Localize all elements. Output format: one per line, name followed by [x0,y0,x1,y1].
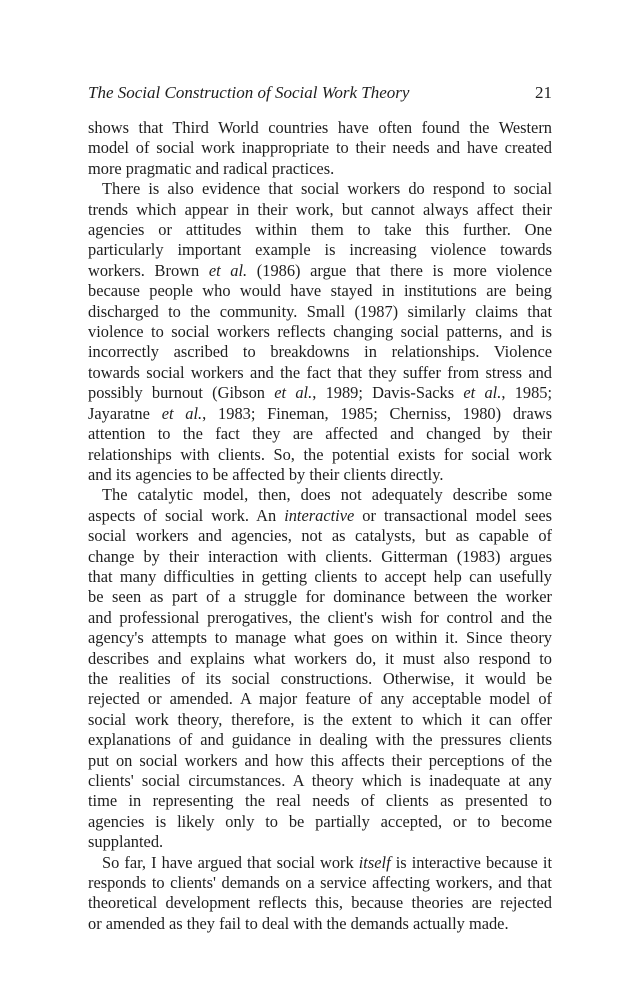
text-run: aspects of social work. An [88,505,285,525]
text-line [88,424,552,444]
italic-text: et al. [208,260,248,280]
text-line [88,853,552,873]
text-run: put on social workers and how this affects their perceptions of the [88,750,552,770]
paragraph [88,179,552,485]
text-run: agencies is likely only to be partially accepted, or to become [88,811,552,831]
text-run: , 1989; Davis-Sacks [312,383,464,403]
text-run: incorrectly ascribed to breakdowns in relationships. Violence [88,342,552,362]
text-run: and its agencies to be affected by their clients directly. [88,464,444,484]
text-line [88,873,552,893]
text-line [88,526,552,546]
text-run: towards social workers and the fact that they suffer from stress and [88,362,552,382]
body-text [88,118,552,934]
paragraph [88,485,552,852]
text-line [88,240,552,260]
text-run: particularly important example is increasing violence towards [88,240,552,260]
text-line [88,465,552,485]
text-run: There is also evidence that social workers do respond to social [102,179,552,199]
text-line [88,322,552,342]
text-line [88,832,552,852]
text-run: , 1983; Fineman, 1985; Cherniss, 1980) draws [202,403,552,423]
text-line [88,342,552,362]
text-line [88,649,552,669]
text-line [88,118,552,138]
text-line [88,302,552,322]
text-line [88,383,552,403]
text-line [88,138,552,158]
text-line [88,200,552,220]
italic-text: et al. [161,403,203,423]
text-line [88,587,552,607]
italic-text: et al. [463,383,502,403]
text-run: more pragmatic and radical practices. [88,158,335,178]
text-line [88,730,552,750]
book-page [88,82,552,934]
text-run: agency's attempts to manage what goes on within it. Since theory [88,628,552,648]
text-run: (1986) argue that there is more violence [247,260,552,280]
text-line [88,281,552,301]
text-run: supplanted. [88,832,164,852]
text-run: Jayaratne [88,403,162,423]
text-line [88,628,552,648]
text-run: possibly burnout (Gibson [88,383,275,403]
text-line [88,751,552,771]
text-run: social workers and agencies, not as catalysts, but as capable of [88,526,552,546]
text-line [88,506,552,526]
text-line [88,261,552,281]
text-run: shows that Third World countries have often found the Western [88,118,552,137]
italic-text: et al. [274,383,313,403]
text-line [88,159,552,179]
italic-text: itself [358,852,391,872]
text-line [88,893,552,913]
text-run: explanations of and guidance in dealing with the pressures clients [88,730,552,750]
text-line [88,669,552,689]
text-line [88,363,552,383]
text-line [88,445,552,465]
text-line [88,547,552,567]
italic-text: interactive [284,505,355,525]
text-run: workers. Brown [88,260,209,280]
running-header [88,82,552,104]
text-line [88,608,552,628]
text-run: time in representing the real needs of clients as presented to [88,791,552,811]
text-run: So far, I have argued that social work [102,852,359,872]
text-run: because people who would have stayed in institutions are being [88,281,552,301]
text-run: agencies or attitudes within them to take this further. One [88,220,552,240]
text-line [88,567,552,587]
text-run: model of social work inappropriate to their needs and have created [88,138,552,158]
text-run: be seen as part of a struggle for dominance between the worker [88,587,552,607]
text-line [88,485,552,505]
text-line [88,689,552,709]
text-line [88,710,552,730]
text-line [88,914,552,934]
text-run: and professional prerogatives, the client's wish for control and the [88,607,552,627]
text-line [88,179,552,199]
page-number: 21 [535,83,552,102]
text-line [88,812,552,832]
text-line [88,791,552,811]
text-run: is interactive because it [390,852,553,872]
text-run: , 1985; [501,383,553,403]
text-run: social work theory, therefore, is the extent to which it can offer [88,709,552,729]
text-run: clients' social circumstances. A theory which is inadequate at any [88,771,552,790]
text-run: trends which appear in their work, but cannot always affect their [88,199,552,219]
text-run: that many difficulties in getting clients to accept help can usefully [88,566,552,586]
paragraph [88,853,552,935]
text-run: change by their interaction with clients. Gitterman (1983) argues [88,546,552,566]
text-run: The catalytic model, then, does not adequately describe some [102,485,552,505]
text-run: discharged to the community. Small (1987) similarly claims that [88,301,552,321]
text-line [88,404,552,424]
paragraph [88,118,552,179]
text-run: rejected or amended. A major feature of any acceptable model of [88,689,552,709]
text-run: theoretical development reflects this, because theories are rejected [88,893,552,913]
text-line [88,220,552,240]
text-run: or amended as they fail to deal with the demands actually made. [88,913,509,933]
text-run: describes and explains what workers do, it must also respond to [88,648,552,668]
text-run: relationships with clients. So, the potential exists for social work [88,444,552,464]
text-line [88,771,552,791]
text-run: violence to social workers reflects changing social patterns, and is [88,322,552,342]
text-run: the realities of its social constructions. Otherwise, it would be [88,668,552,688]
text-run: responds to clients' demands on a service affecting workers, and that [88,873,552,893]
text-run: attention to the fact they are affected and changed by their [88,424,552,444]
text-run: or transactional model sees [354,505,552,525]
running-header-title: The Social Construction of Social Work Theory [88,83,410,102]
